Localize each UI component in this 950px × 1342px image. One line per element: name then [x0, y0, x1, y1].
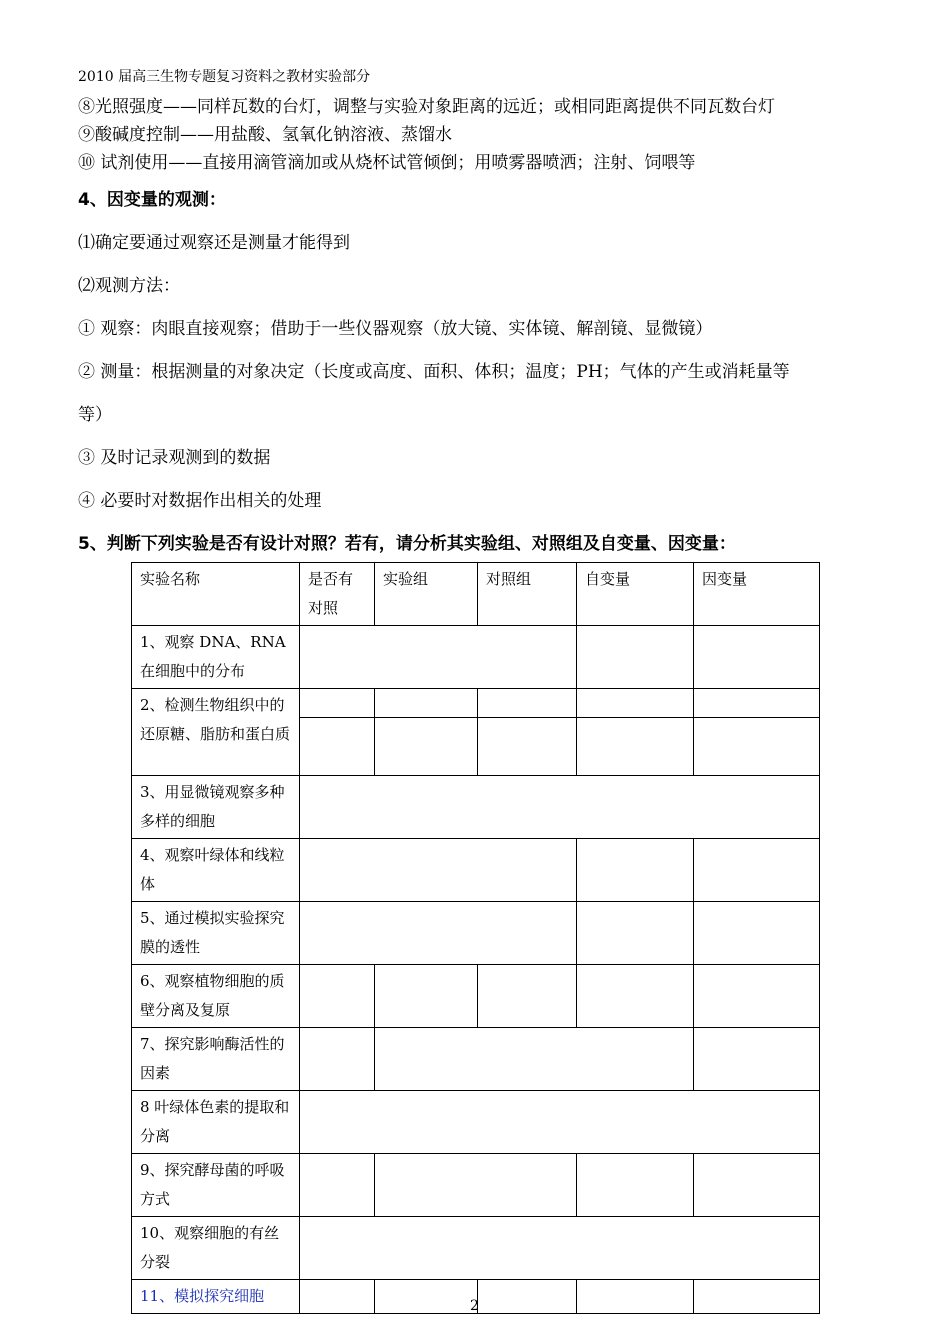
page-number: 2: [470, 1298, 479, 1314]
item-observe: ① 观察：肉眼直接观察；借助于一些仪器观察（放大镜、实体镜、解剖镜、显微镜）: [78, 319, 713, 339]
item-record: ③ 及时记录观测到的数据: [78, 448, 271, 468]
row-name: 10、观察细胞的有丝分裂: [132, 1217, 300, 1280]
item-measure: ② 测量：根据测量的对象决定（长度或高度、面积、体积；温度；PH；气体的产生或消耗量等: [78, 362, 790, 382]
row-name: 2、检测生物组织中的还原糖、脂肪和蛋白质: [132, 689, 300, 776]
experiment-table: [131, 562, 820, 1314]
table-header-row: [132, 563, 820, 626]
header-control: 是否有对照: [300, 563, 375, 626]
section4-p1: ⑴确定要通过观察还是测量才能得到: [78, 233, 350, 253]
line-ph: ⑨酸碱度控制——用盐酸、氢氧化钠溶液、蒸馏水: [78, 125, 452, 145]
table-row: [132, 776, 820, 839]
item-measure-cont: 等）: [78, 405, 112, 425]
table-row: [132, 1217, 820, 1280]
section4-title: 4、因变量的观测：: [78, 190, 226, 210]
row-name: 8 叶绿体色素的提取和分离: [132, 1091, 300, 1154]
header-dv: 因变量: [694, 563, 820, 626]
line-light: ⑧光照强度——同样瓦数的台灯，调整与实验对象距离的远近；或相同距离提供不同瓦数台灯: [78, 97, 775, 117]
line-reagent: ⑩ 试剂使用——直接用滴管滴加或从烧杯试管倾倒；用喷雾器喷洒；注射、饲喂等: [78, 153, 696, 173]
table-row: [132, 1028, 820, 1091]
row-name: 11、模拟探究细胞: [132, 1280, 300, 1314]
table-row: [132, 1154, 820, 1217]
table-row: [132, 839, 820, 902]
section4-p2: ⑵观测方法：: [78, 276, 180, 296]
table-row: [132, 965, 820, 1028]
row-name: 1、观察 DNA、RNA 在细胞中的分布: [132, 626, 300, 689]
row-name: 9、探究酵母菌的呼吸方式: [132, 1154, 300, 1217]
table-row: [132, 689, 820, 718]
row-name: 4、观察叶绿体和线粒体: [132, 839, 300, 902]
table-row: [132, 1091, 820, 1154]
row-name: 3、用显微镜观察多种多样的细胞: [132, 776, 300, 839]
row-name: 5、通过模拟实验探究膜的透性: [132, 902, 300, 965]
table-row: [132, 626, 820, 689]
row-name: 6、观察植物细胞的质壁分离及复原: [132, 965, 300, 1028]
page-header: 2010 届高三生物专题复习资料之教材实验部分: [78, 69, 371, 85]
item-process: ④ 必要时对数据作出相关的处理: [78, 491, 322, 511]
section5-title: 5、判断下列实验是否有设计对照？若有，请分析其实验组、对照组及自变量、因变量：: [78, 534, 736, 554]
header-ctrl: 对照组: [478, 563, 577, 626]
table-row: [132, 902, 820, 965]
header-exp: 实验组: [375, 563, 478, 626]
row-name: 7、探究影响酶活性的因素: [132, 1028, 300, 1091]
header-iv: 自变量: [577, 563, 694, 626]
header-name: 实验名称: [132, 563, 300, 626]
